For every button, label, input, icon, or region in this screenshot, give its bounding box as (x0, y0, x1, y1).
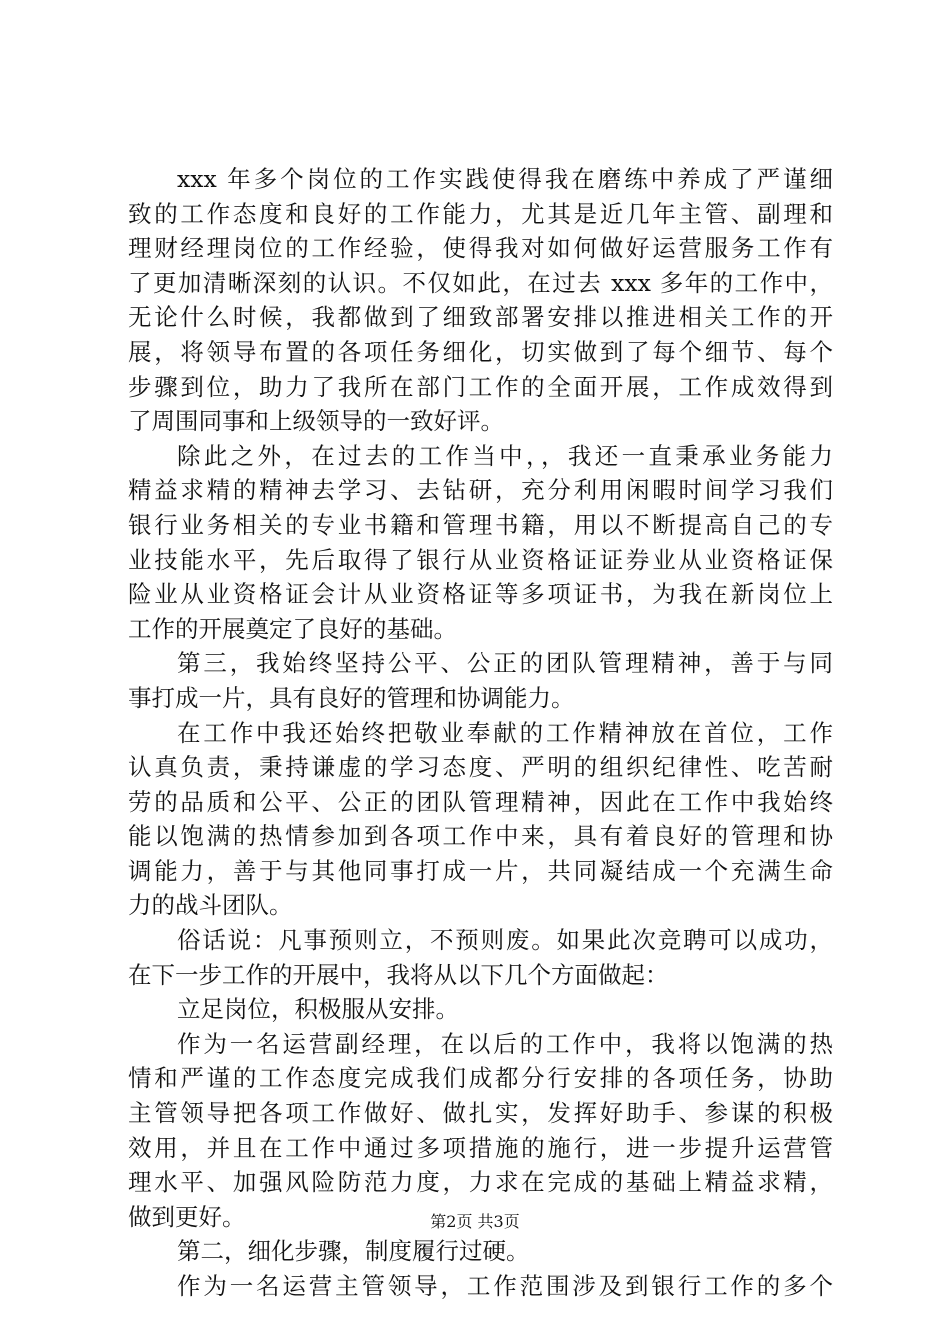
paragraph-line: 调能力，善于与其他同事打成一片，共同凝结成一个充满生命 (128, 856, 833, 885)
paragraph-line: 展，将领导布置的各项任务细化，切实做到了每个细节、每个 (128, 337, 833, 366)
paragraph-line: 情和严谨的工作态度完成我们成都分行安排的各项任务，协助 (128, 1064, 833, 1093)
paragraph-line: 事打成一片，具有良好的管理和协调能力。 (128, 683, 575, 712)
paragraph-line: 了周围同事和上级领导的一致好评。 (128, 407, 504, 436)
paragraph-line: 业技能水平，先后取得了银行从业资格证证券业从业资格证保 (128, 545, 833, 574)
paragraph (128, 162, 833, 439)
paragraph-line: 理财经理岗位的工作经验，使得我对如何做好运营服务工作有 (128, 234, 833, 263)
paragraph-line: 能以饱满的热情参加到各项工作中来，具有着良好的管理和协 (128, 822, 833, 851)
paragraph-line: 作为一名运营主管领导，工作范围涉及到银行工作的多个 (177, 1272, 833, 1300)
paragraph-line: 银行业务相关的专业书籍和管理书籍，用以不断提高自己的专 (128, 510, 833, 539)
paragraph (128, 439, 833, 647)
paragraph-line: 力的战斗团队。 (128, 891, 293, 920)
paragraph-line: 险业从业资格证会计从业资格证等多项证书，为我在新岗位上 (128, 580, 833, 609)
paragraph-line: 理水平、加强风险防范力度，力求在完成的基础上精益求精， (128, 1168, 833, 1197)
paragraph-line: 致的工作态度和良好的工作能力，尤其是近几年主管、副理和 (128, 199, 833, 228)
page-footer: 第2页 共3页 (430, 1212, 520, 1231)
paragraph-line: 在工作中我还始终把敬业奉献的工作精神放在首位，工作 (177, 718, 833, 747)
paragraph-line: xxx 年多个岗位的工作实践使得我在磨练中养成了严谨细 (177, 165, 833, 193)
paragraph (128, 923, 833, 992)
paragraph-line: 做到更好。 (128, 1202, 246, 1231)
paragraph-line: 认真负责，秉持谦虚的学习态度、严明的组织纪律性、吃苦耐 (128, 753, 833, 782)
paragraph-line: 作为一名运营副经理，在以后的工作中，我将以饱满的热 (177, 1029, 833, 1058)
paragraph (128, 716, 833, 924)
paragraph-line: 第二，细化步骤，制度履行过硬。 (177, 1237, 530, 1266)
paragraph-line: 第三，我始终坚持公平、公正的团队管理精神，善于与同 (177, 649, 833, 678)
paragraph-line: 了更加清晰深刻的认识。不仅如此，在过去 xxx 多年的工作中， (128, 268, 833, 297)
paragraph-line: 主管领导把各项工作做好、做扎实，发挥好助手、参谋的积极 (128, 1099, 833, 1128)
paragraph-line: 工作的开展奠定了良好的基础。 (128, 614, 457, 643)
paragraph-line: 立足岗位，积极服从安排。 (177, 995, 459, 1024)
paragraph (128, 1234, 833, 1269)
paragraph-line: 精益求精的精神去学习、去钻研，充分利用闲暇时间学习我们 (128, 476, 833, 505)
paragraph-line: 俗话说：凡事预则立，不预则废。如果此次竞聘可以成功， (177, 926, 833, 955)
paragraph-line: 效用，并且在工作中通过多项措施的施行，进一步提升运营管 (128, 1133, 833, 1162)
paragraph (128, 646, 833, 715)
paragraph-line: 步骤到位，助力了我所在部门工作的全面开展，工作成效得到 (128, 372, 833, 401)
paragraph-line: 除此之外，在过去的工作当中，，我还一直秉承业务能力 (177, 441, 833, 470)
paragraph (128, 992, 833, 1027)
paragraph-line: 劳的品质和公平、公正的团队管理精神，因此在工作中我始终 (128, 787, 833, 816)
paragraph-line: 无论什么时候，我都做到了细致部署安排以推进相关工作的开 (128, 303, 833, 332)
paragraph-line: 在下一步工作的开展中，我将从以下几个方面做起： (128, 960, 669, 989)
paragraph (128, 1027, 833, 1235)
paragraph (128, 1269, 833, 1304)
body-text (128, 162, 833, 1304)
